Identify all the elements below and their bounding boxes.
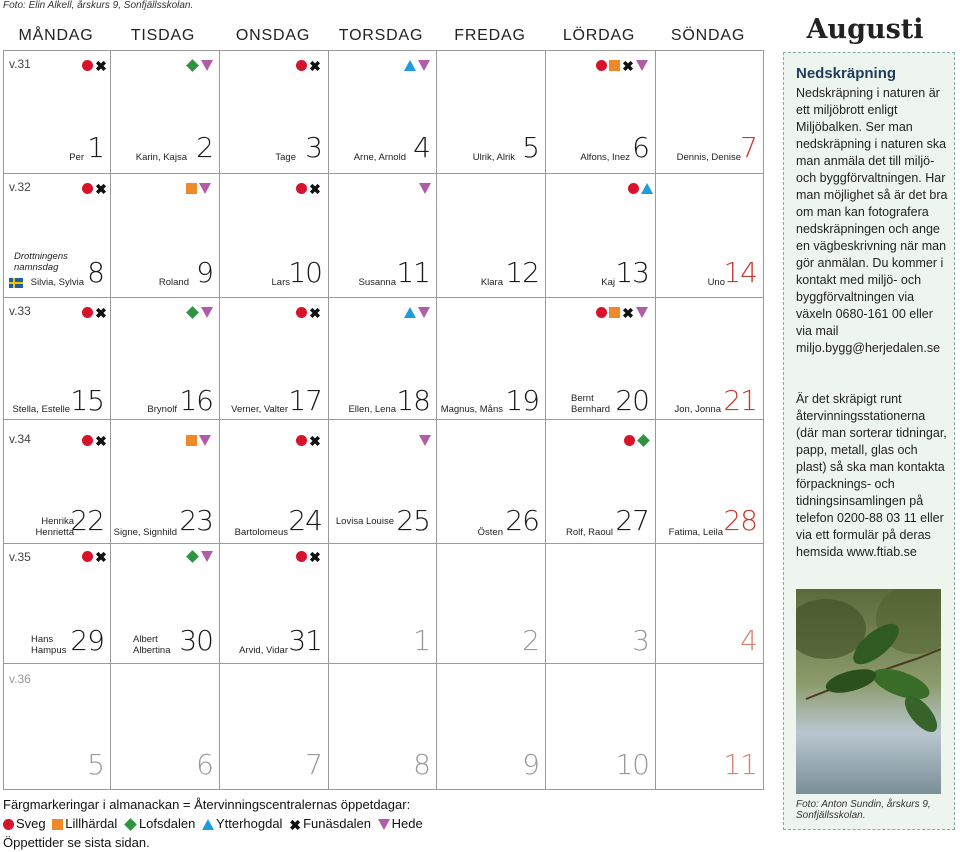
recycling-marks — [624, 432, 652, 446]
day-cell[interactable] — [111, 624, 220, 790]
lofsdalen-diamond-icon — [186, 59, 199, 72]
hede-triangle-icon — [636, 307, 648, 318]
date-number: 2 — [522, 624, 539, 657]
day-cell[interactable] — [656, 624, 764, 790]
date-number: 25 — [396, 504, 430, 537]
day-cell[interactable] — [656, 50, 764, 174]
lofsdalen-diamond-icon — [637, 434, 650, 447]
day-cell[interactable] — [220, 174, 329, 298]
date-number: 11 — [723, 748, 757, 781]
hede-triangle-icon — [199, 183, 211, 194]
name-day: Karin, Kajsa — [135, 152, 187, 163]
recycling-marks — [419, 432, 433, 446]
day-cell[interactable] — [220, 624, 329, 790]
day-cell[interactable] — [546, 174, 656, 298]
recycling-marks — [82, 180, 109, 197]
week-number: v.36 — [9, 672, 31, 686]
calendar-grid — [3, 50, 764, 790]
day-cell[interactable] — [220, 50, 329, 174]
date-number: 29 — [70, 624, 104, 657]
hede-triangle-icon — [199, 435, 211, 446]
recycling-marks — [186, 180, 213, 194]
day-cell[interactable] — [3, 624, 111, 790]
sveg-circle-icon — [296, 435, 307, 446]
day-cell[interactable] — [329, 624, 437, 790]
info-sidebar — [783, 52, 955, 830]
name-day: Ellen, Lena — [348, 404, 396, 415]
name-day: Tage — [275, 152, 296, 163]
name-day: Hans Hampus — [31, 634, 67, 656]
date-number: 7 — [740, 131, 757, 164]
name-day: Klara — [480, 277, 503, 288]
day-cell[interactable] — [546, 384, 656, 544]
funasdalen-cross-icon: ✖ — [309, 548, 321, 565]
sveg-circle-icon — [82, 551, 93, 562]
date-number: 4 — [413, 131, 430, 164]
legend-ytterhogdal: Ytterhogdal — [215, 816, 283, 831]
day-header-sunday: SÖNDAG — [670, 27, 746, 44]
week-number: v.33 — [9, 304, 31, 318]
date-number: 13 — [615, 256, 649, 289]
hede-triangle-icon — [201, 60, 213, 71]
name-day: Susanna — [358, 277, 396, 288]
ytterhogdal-triangle-icon — [641, 183, 653, 194]
date-number: 1 — [413, 624, 430, 657]
recycling-marks — [186, 548, 215, 562]
sidebar-title: Nedskräpning — [796, 65, 897, 82]
week-number: v.34 — [9, 432, 31, 446]
date-number: 6 — [632, 131, 649, 164]
date-number: 6 — [196, 748, 213, 781]
lillhardal-square-icon — [186, 435, 197, 446]
name-day: Kaj — [601, 277, 615, 288]
hede-triangle-icon — [201, 307, 213, 318]
funasdalen-cross-icon: ✖ — [309, 304, 321, 321]
legend-sveg: Sveg — [16, 816, 46, 831]
hede-triangle-icon — [419, 183, 431, 194]
date-number: 1 — [87, 131, 104, 164]
name-day: Silvia, Sylvia — [30, 277, 84, 288]
date-number: 26 — [505, 504, 539, 537]
recycling-marks — [596, 304, 650, 321]
name-day: Dennis, Denise — [676, 152, 741, 163]
hede-triangle-icon — [418, 60, 430, 71]
day-header-friday: FREDAG — [454, 27, 526, 44]
hede-triangle-icon — [636, 60, 648, 71]
day-header-thursday: TORSDAG — [338, 27, 424, 44]
legend-funasdalen: Funäsdalen — [303, 816, 372, 831]
week-number: v.32 — [9, 180, 31, 194]
date-number: 3 — [632, 624, 649, 657]
hede-triangle-icon — [378, 819, 390, 830]
date-number: 19 — [505, 384, 539, 417]
name-day: Uno — [707, 277, 725, 288]
legend-hede: Hede — [391, 816, 423, 831]
day-cell[interactable] — [437, 174, 546, 298]
name-day: Arne, Arnold — [353, 152, 406, 163]
recycling-marks — [296, 180, 323, 197]
funasdalen-cross-icon: ✖ — [309, 432, 321, 449]
day-cell[interactable] — [437, 384, 546, 544]
date-number: 18 — [396, 384, 430, 417]
week-number: v.31 — [9, 57, 31, 71]
lofsdalen-diamond-icon — [186, 550, 199, 563]
funasdalen-cross-icon: ✖ — [309, 180, 321, 197]
sveg-circle-icon — [296, 60, 307, 71]
sidebar-text-littering: Nedskräpning i naturen är ett miljöbrott enligt Miljöbalken. Ser man nedskräpning i naturen ska man anmäla det till miljö- och byggförvaltningen. Har man möjlighet så är det bra om man kan fotografera nedskräpningen och ange en vägbeskrivning när man gör anmälan. Du kommer i kontakt med miljö- och byggförvaltningen via växeln 0680-161 00 eller via mail miljo.bygg@herjedalen.se — [796, 86, 948, 355]
hede-triangle-icon — [419, 435, 431, 446]
recycling-marks — [82, 57, 109, 74]
sveg-circle-icon — [3, 819, 14, 830]
day-cell[interactable] — [546, 50, 656, 174]
ytterhogdal-triangle-icon — [404, 307, 416, 318]
date-number: 24 — [288, 504, 322, 537]
funasdalen-cross-icon: ✖ — [622, 304, 634, 321]
date-number: 9 — [522, 748, 539, 781]
lillhardal-square-icon — [609, 307, 620, 318]
sveg-circle-icon — [596, 307, 607, 318]
recycling-marks — [296, 304, 323, 321]
day-cell[interactable] — [111, 50, 220, 174]
funasdalen-cross-icon: ✖ — [289, 816, 301, 833]
sveg-circle-icon — [296, 307, 307, 318]
day-cell[interactable] — [656, 174, 764, 298]
photo-credit-bottom: Foto: Anton Sundin, årskurs 9, Sonfjällsskolan. — [796, 799, 931, 821]
date-number: 10 — [615, 748, 649, 781]
recycling-marks — [404, 304, 432, 318]
special-day-label: Drottningens namnsdag — [14, 251, 68, 273]
legend-lillhardal: Lillhärdal — [65, 816, 118, 831]
recycling-marks — [82, 432, 109, 449]
funasdalen-cross-icon: ✖ — [309, 57, 321, 74]
name-day: Stella, Estelle — [12, 404, 70, 415]
date-number: 31 — [288, 624, 322, 657]
date-number: 14 — [723, 256, 757, 289]
name-day: Ulrik, Alrik — [472, 152, 515, 163]
funasdalen-cross-icon: ✖ — [95, 432, 107, 449]
recycling-marks — [404, 57, 432, 71]
month-title: Augusti — [806, 14, 924, 45]
date-number: 5 — [87, 748, 104, 781]
sveg-circle-icon — [624, 435, 635, 446]
legend-lofsdalen: Lofsdalen — [138, 816, 196, 831]
date-number: 7 — [305, 748, 322, 781]
photo-credit-top: Foto: Elin Alkell, årskurs 9, Sonfjällsskolan. — [3, 0, 194, 11]
funasdalen-cross-icon: ✖ — [95, 548, 107, 565]
date-number: 23 — [179, 504, 213, 537]
funasdalen-cross-icon: ✖ — [95, 57, 107, 74]
name-day: Rolf, Raoul — [566, 527, 613, 538]
date-number: 16 — [179, 384, 213, 417]
name-day: Fatima, Leila — [668, 527, 723, 538]
day-header-wednesday: ONSDAG — [235, 27, 311, 44]
sveg-circle-icon — [596, 60, 607, 71]
recycling-marks — [186, 304, 215, 318]
legend-items — [3, 814, 426, 833]
day-cell[interactable] — [3, 174, 111, 298]
day-cell[interactable] — [111, 384, 220, 544]
recycling-marks — [296, 548, 323, 565]
day-cell[interactable] — [111, 174, 220, 298]
date-number: 8 — [413, 748, 430, 781]
lofsdalen-diamond-icon — [124, 818, 137, 831]
recycling-marks — [419, 180, 433, 194]
date-number: 8 — [87, 256, 104, 289]
ytterhogdal-triangle-icon — [202, 819, 214, 830]
day-cell[interactable] — [656, 384, 764, 544]
hede-triangle-icon — [201, 551, 213, 562]
name-day: Per — [69, 152, 84, 163]
funasdalen-cross-icon: ✖ — [95, 180, 107, 197]
day-cell[interactable] — [3, 50, 111, 174]
day-header-monday: MÅNDAG — [18, 27, 94, 44]
name-day: Brynolf — [147, 404, 177, 415]
sveg-circle-icon — [296, 551, 307, 562]
name-day: Albert Albertina — [133, 634, 171, 656]
recycling-marks — [82, 548, 109, 565]
legend-outro: Öppettider se sista sidan. — [3, 835, 150, 850]
date-number: 10 — [288, 256, 322, 289]
date-number: 5 — [522, 131, 539, 164]
lillhardal-square-icon — [609, 60, 620, 71]
lofsdalen-diamond-icon — [186, 306, 199, 319]
name-day: Arvid, Vidar — [239, 645, 288, 656]
sveg-circle-icon — [82, 60, 93, 71]
date-number: 12 — [505, 256, 539, 289]
recycling-marks — [596, 57, 650, 74]
sveg-circle-icon — [82, 183, 93, 194]
sveg-circle-icon — [296, 183, 307, 194]
date-number: 28 — [723, 504, 757, 537]
day-cell[interactable] — [3, 384, 111, 544]
sveg-circle-icon — [628, 183, 639, 194]
lillhardal-square-icon — [186, 183, 197, 194]
funasdalen-cross-icon: ✖ — [95, 304, 107, 321]
name-day: Bernt Bernhard — [571, 393, 611, 415]
day-header-tuesday: TISDAG — [130, 27, 196, 44]
recycling-marks — [296, 57, 323, 74]
day-cell[interactable] — [329, 384, 437, 544]
date-number: 11 — [396, 256, 430, 289]
week-number: v.35 — [9, 550, 31, 564]
day-cell[interactable] — [437, 50, 546, 174]
date-number: 9 — [196, 256, 213, 289]
day-cell[interactable] — [220, 384, 329, 544]
recycling-marks — [186, 432, 213, 446]
lillhardal-square-icon — [52, 819, 63, 830]
date-number: 30 — [179, 624, 213, 657]
sidebar-text-recycling: Är det skräpigt runt återvinningsstationerna (där man sorterar tidningar, papp, metall, glas och plast) så ska man kontakta förpacknings- och tidningsinsamlingen på telefon 0200-88 03 11 eller via ett formulär på deras hemsida www.ftiab.se — [796, 392, 947, 559]
date-number: 15 — [70, 384, 104, 417]
sveg-circle-icon — [82, 307, 93, 318]
date-number: 21 — [723, 384, 757, 417]
day-cell[interactable] — [329, 50, 437, 174]
name-day: Roland — [158, 277, 189, 288]
date-number: 20 — [615, 384, 649, 417]
hede-triangle-icon — [418, 307, 430, 318]
legend-intro: Färgmarkeringar i almanackan = Återvinningscentralernas öppetdagar: — [3, 797, 411, 812]
date-number: 2 — [196, 131, 213, 164]
recycling-marks — [82, 304, 109, 321]
date-number: 3 — [305, 131, 322, 164]
ytterhogdal-triangle-icon — [404, 60, 416, 71]
day-cell[interactable] — [329, 174, 437, 298]
recycling-marks — [186, 57, 215, 71]
day-cell[interactable] — [437, 624, 546, 790]
name-day: Östen — [477, 527, 503, 538]
name-day: Alfons, Inez — [580, 152, 630, 163]
sveg-circle-icon — [82, 435, 93, 446]
date-number: 4 — [740, 624, 757, 657]
name-day: Lars — [271, 277, 290, 288]
name-day: Magnus, Måns — [440, 404, 503, 415]
name-day: Signe, Signhild — [113, 527, 177, 538]
date-number: 22 — [70, 504, 104, 537]
leaf-photo — [796, 589, 941, 794]
date-number: 17 — [288, 384, 322, 417]
date-number: 27 — [615, 504, 649, 537]
name-day: Verner, Valter — [231, 404, 288, 415]
name-day: Henrika Henrietta — [35, 516, 74, 538]
name-day: Jon, Jonna — [674, 404, 721, 415]
recycling-marks — [296, 432, 323, 449]
name-day: Lovisa Louise — [335, 516, 394, 527]
funasdalen-cross-icon: ✖ — [622, 57, 634, 74]
swedish-flag-icon — [9, 278, 23, 288]
legend — [3, 795, 426, 852]
day-cell[interactable] — [546, 624, 656, 790]
recycling-marks — [628, 180, 655, 194]
name-day: Bartolomeus — [234, 527, 288, 538]
day-header-saturday: LÖRDAG — [562, 27, 636, 44]
